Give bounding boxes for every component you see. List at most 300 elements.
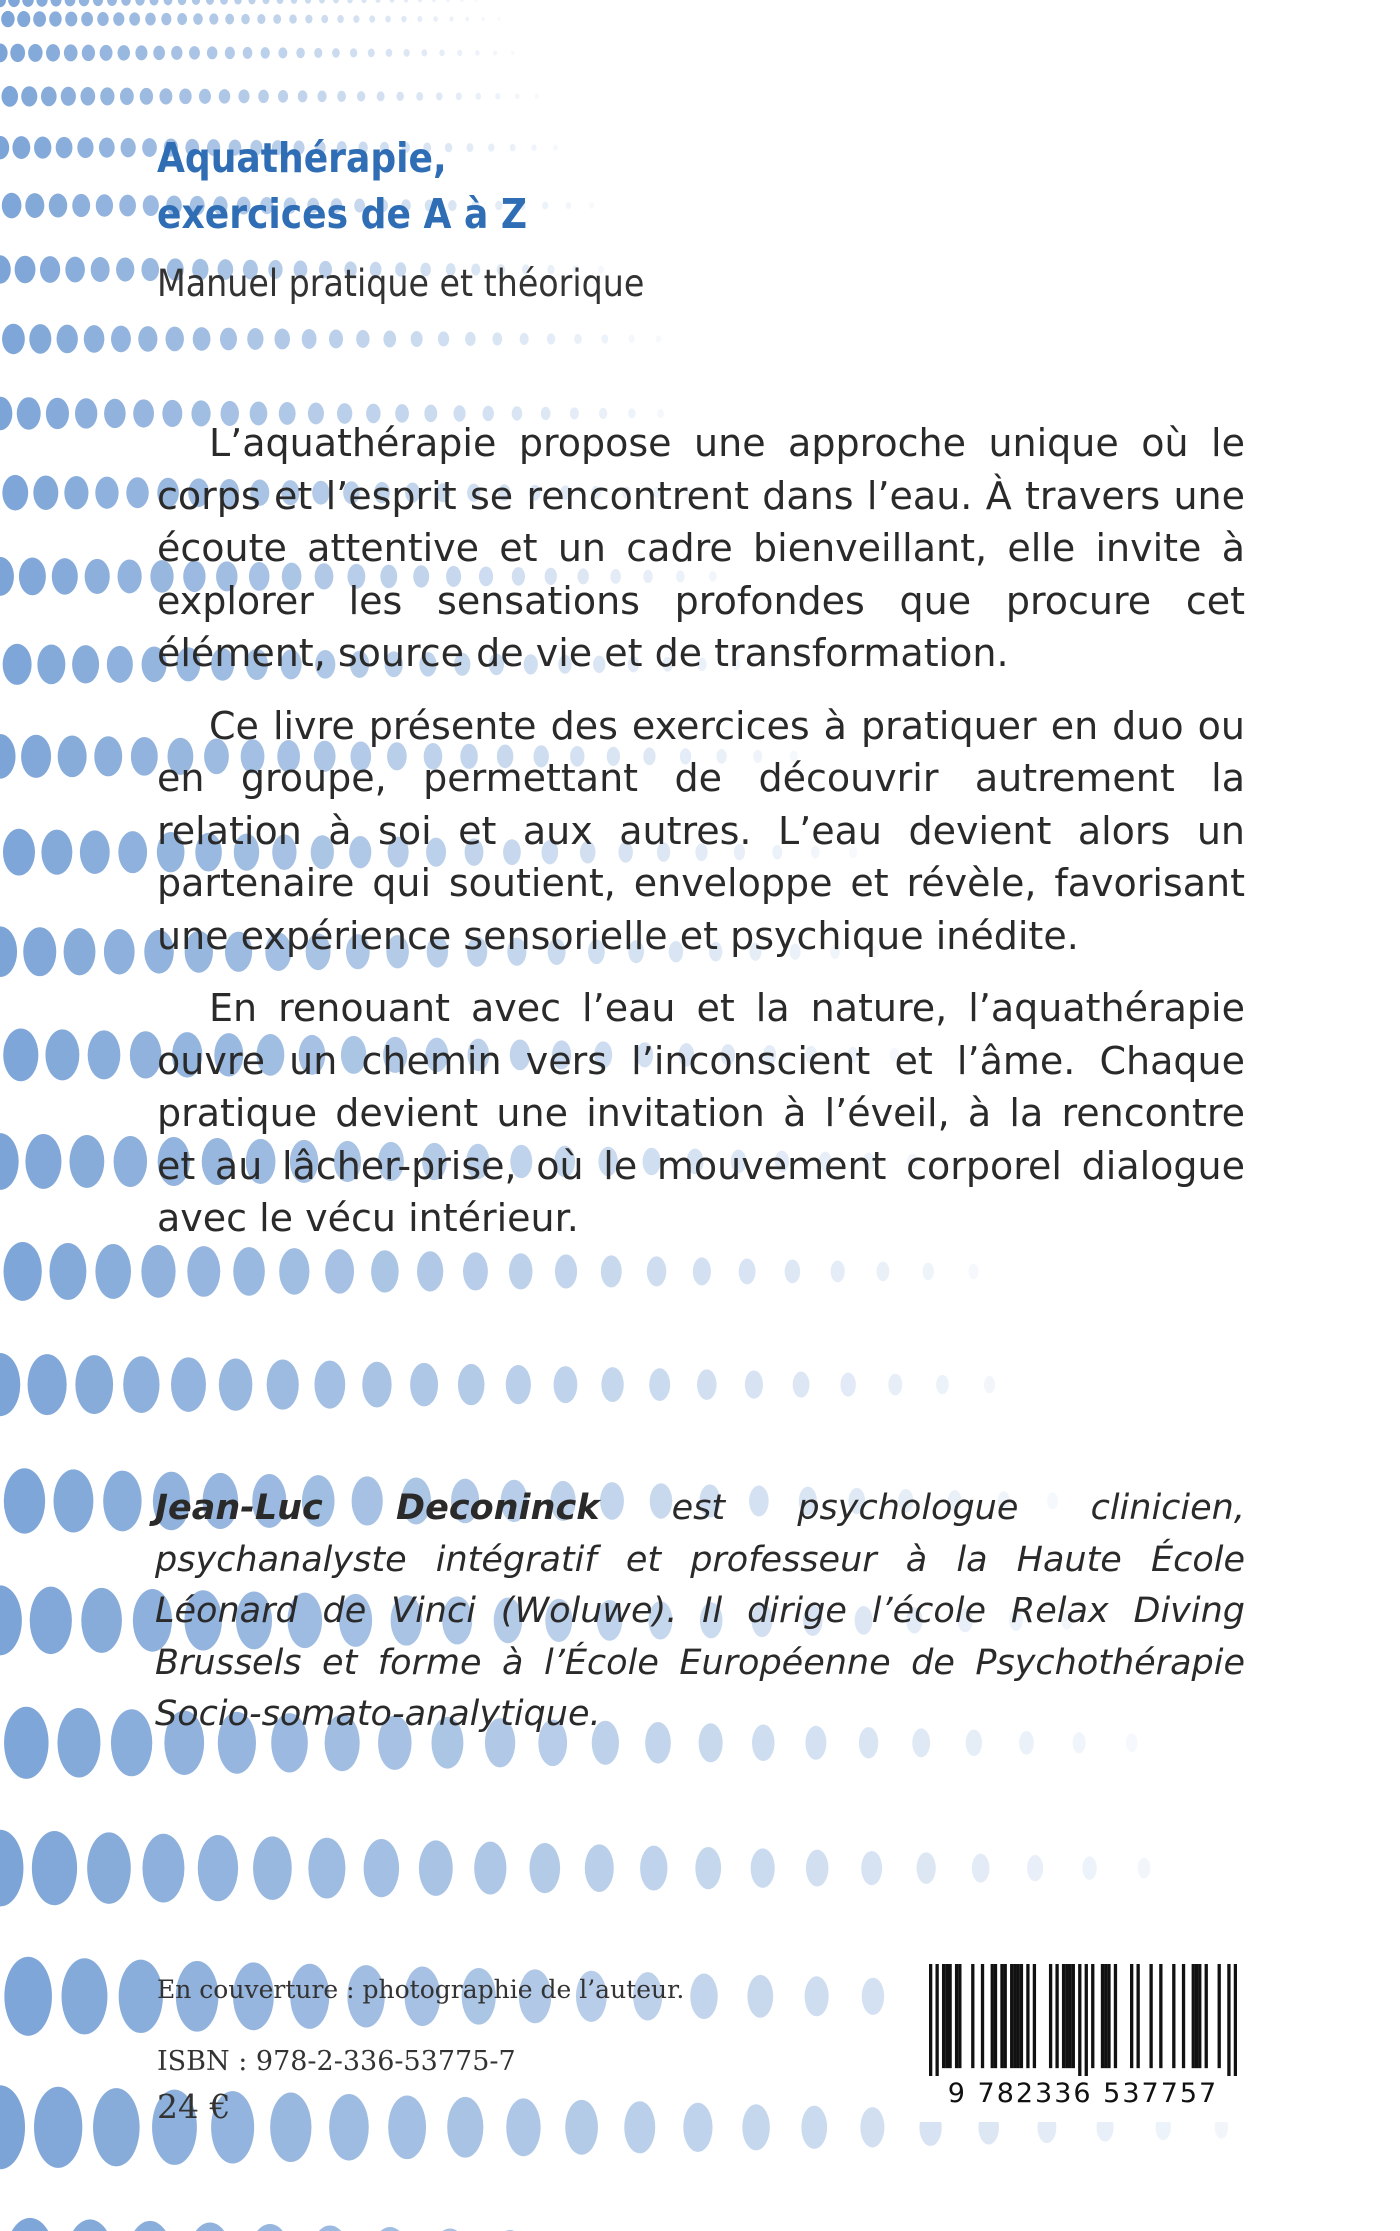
background-dot	[22, 0, 34, 7]
background-dot	[120, 88, 134, 105]
background-dot	[649, 1368, 670, 1401]
background-dot	[46, 44, 60, 61]
isbn: ISBN : 978-2-336-53775-7	[157, 2046, 516, 2077]
background-dot	[178, 0, 187, 5]
barcode-bar	[1013, 1964, 1016, 2068]
background-dot	[2, 193, 22, 219]
background-dot	[319, 0, 325, 4]
background-dot	[64, 928, 96, 975]
background-dot	[742, 2104, 769, 2150]
background-dot	[321, 15, 328, 23]
background-dot	[449, 16, 453, 21]
barcode-bar	[1227, 1964, 1230, 2076]
barcode-bar	[1234, 1964, 1237, 2076]
background-dot	[629, 335, 635, 343]
background-dot	[33, 475, 58, 510]
barcode-bar	[994, 1964, 997, 2068]
background-dot	[17, 397, 41, 430]
background-dot	[114, 1136, 148, 1187]
background-dot	[350, 48, 357, 57]
background-dot	[133, 399, 154, 427]
background-dot	[77, 137, 93, 158]
background-dot	[305, 15, 312, 24]
background-dot	[5, 2218, 56, 2231]
background-dot	[164, 0, 173, 5]
background-dot	[357, 91, 365, 102]
author-bio	[155, 1483, 1245, 1741]
background-dot	[234, 0, 242, 5]
background-dot	[492, 332, 502, 345]
background-dot	[495, 93, 500, 99]
background-dot	[159, 88, 172, 104]
background-dot	[745, 1370, 763, 1398]
blurb-paragraph-3: En renouant avec l’eau et la nature, l’aquathérapie ouvre un chemin vers l’inconscient et l’âme. Chaque pratique devient une invitation à l’éveil, à la rencontre et au lâcher-prise, où le mouvement corporel dialogue avec le vécu intérieur.	[157, 986, 1245, 1240]
background-dot	[51, 0, 62, 7]
background-dot	[219, 89, 231, 104]
background-dot	[135, 0, 144, 6]
background-dot	[4, 1242, 42, 1301]
barcode-bar	[1020, 1964, 1023, 2068]
background-dot	[302, 329, 317, 349]
barcode-bar	[1010, 1964, 1013, 2068]
background-dot	[119, 195, 136, 217]
background-dot	[566, 202, 572, 209]
background-dot	[447, 2097, 483, 2158]
background-dot	[1138, 1858, 1151, 1879]
background-dot	[198, 1835, 238, 1901]
barcode-bar	[1104, 1964, 1107, 2068]
background-dot	[192, 0, 200, 5]
background-dot	[248, 0, 255, 4]
background-dot	[984, 1376, 995, 1393]
background-dot	[94, 736, 122, 776]
background-dot	[446, 0, 450, 2]
background-dot	[972, 1854, 990, 1883]
background-dot	[511, 50, 515, 55]
background-dot	[142, 1834, 184, 1903]
background-dot	[57, 325, 78, 354]
background-dot	[697, 1369, 717, 1399]
background-dot	[0, 1585, 22, 1655]
background-dot	[3, 829, 35, 876]
background-dot	[305, 0, 311, 4]
background-dot	[4, 1468, 45, 1533]
background-dot	[333, 0, 339, 3]
background-dot	[411, 331, 423, 347]
background-dot	[193, 327, 211, 351]
background-dot	[314, 48, 322, 58]
background-dot	[465, 17, 469, 22]
background-dot	[388, 2095, 426, 2159]
background-dot	[917, 1852, 936, 1884]
background-dot	[17, 11, 30, 27]
background-dot	[3, 1029, 38, 1082]
background-dot	[296, 48, 305, 59]
background-dot	[401, 16, 406, 22]
background-dot	[72, 645, 99, 683]
background-dot	[291, 0, 298, 4]
barcode-bar	[1195, 1964, 1198, 2068]
background-dot	[49, 1243, 86, 1300]
background-dot	[520, 333, 529, 345]
background-dot	[0, 734, 16, 779]
background-dot	[0, 43, 8, 62]
background-dot	[475, 50, 480, 56]
background-dot	[356, 330, 369, 348]
background-dot	[968, 1264, 978, 1280]
background-dot	[142, 138, 157, 157]
background-dot	[690, 1974, 717, 2020]
background-dot	[861, 1851, 882, 1885]
background-dot	[547, 333, 555, 344]
background-dot	[53, 1469, 93, 1532]
background-dot	[65, 257, 85, 283]
background-dot	[91, 257, 110, 282]
background-dot	[88, 1030, 121, 1079]
background-dot	[257, 14, 265, 24]
background-dot	[33, 11, 46, 27]
background-dot	[353, 15, 359, 23]
background-dot	[554, 1366, 578, 1403]
background-dot	[695, 1847, 721, 1889]
background-dot	[840, 1373, 855, 1397]
background-dot	[277, 0, 284, 4]
background-dot	[126, 2221, 173, 2231]
background-dot	[97, 12, 108, 26]
background-dot	[3, 644, 32, 685]
background-dot	[457, 50, 462, 56]
background-dot	[21, 735, 51, 778]
background-dot	[2, 475, 28, 511]
background-dot	[439, 50, 444, 57]
background-dot	[220, 0, 228, 5]
background-dot	[149, 0, 158, 5]
author-bio-text: est psychologue clinicien, psychanalyste intégratif et professeur à la Haute École Léonard de Vinci (Woluwe). Il dirige l’école Relax Diving Brussels et forme à l’École Européenne de Psychothérapie Socio-somato-analytique.	[155, 1488, 1245, 1734]
background-dot	[25, 1134, 61, 1189]
background-dot	[64, 44, 78, 61]
barcode-bars	[929, 1964, 1237, 2076]
background-dot	[113, 12, 124, 26]
background-dot	[274, 329, 290, 350]
background-dot	[177, 13, 187, 25]
price: 24 €	[157, 2087, 231, 2126]
barcode-digits: 9 782336 537757	[947, 2078, 1219, 2109]
background-dot	[121, 0, 131, 6]
background-dot	[317, 91, 326, 103]
background-dot	[337, 91, 346, 102]
background-dot	[410, 1363, 438, 1407]
background-dot	[64, 476, 88, 509]
background-dot	[474, 0, 477, 2]
background-dot	[0, 1133, 19, 1190]
background-dot	[41, 830, 72, 875]
background-dot	[49, 11, 61, 26]
background-dot	[860, 2107, 884, 2147]
background-dot	[529, 1843, 560, 1893]
background-dot	[207, 46, 218, 59]
author-name: Jean-Luc Deconinck	[155, 1488, 600, 1528]
background-dot	[535, 94, 539, 99]
background-dot	[58, 735, 87, 777]
background-dot	[52, 558, 78, 594]
background-dot	[41, 86, 57, 106]
background-dot	[308, 1838, 345, 1899]
background-dot	[1082, 1856, 1096, 1880]
barcode	[919, 1958, 1247, 2122]
background-dot	[262, 0, 269, 4]
background-dot	[66, 2219, 115, 2231]
background-dot	[261, 47, 270, 59]
barcode-bar	[1004, 1964, 1007, 2068]
background-dot	[506, 1365, 531, 1404]
background-dot	[62, 1958, 108, 2034]
background-dot	[601, 1367, 623, 1402]
barcode-bar	[1049, 1964, 1052, 2068]
background-dot	[104, 929, 135, 974]
background-dot	[117, 559, 141, 593]
barcode-bar	[958, 1964, 961, 2068]
book-subtitle: Manuel pratique et théorique	[157, 262, 645, 305]
background-dot	[161, 13, 171, 25]
background-dot	[129, 12, 140, 25]
background-dot	[4, 1707, 48, 1779]
background-dot	[624, 2101, 655, 2153]
background-dot	[474, 1842, 506, 1895]
background-dot	[65, 12, 77, 27]
background-dot	[267, 1360, 299, 1410]
background-dot	[877, 1262, 890, 1282]
background-dot	[72, 194, 90, 217]
background-dot	[258, 90, 269, 103]
background-dot	[243, 47, 253, 59]
barcode-bar	[935, 1964, 938, 2076]
photo-credit: En couverture : photographie de l’auteur.	[157, 1975, 685, 2004]
blurb-paragraph-2: Ce livre présente des exercices à pratiquer en duo ou en groupe, permettant de découvrir autrement la relation à soi et aux autres. L’eau devient alors un partenaire qui soutient, enveloppe et révèle, favorisant une expérience sensorielle et psychique inédite.	[157, 703, 1245, 958]
background-dot	[206, 0, 214, 5]
background-dot	[376, 0, 381, 3]
background-dot	[805, 1976, 829, 2016]
background-dot	[135, 45, 147, 60]
barcode-bar	[942, 1964, 945, 2068]
background-dot	[751, 1848, 775, 1888]
background-dot	[30, 1587, 72, 1654]
background-dot	[79, 0, 89, 6]
background-dot	[61, 87, 76, 106]
barcode-bar	[991, 1964, 994, 2068]
background-dot	[421, 49, 427, 56]
background-dot	[199, 89, 211, 104]
background-dot	[96, 194, 113, 216]
background-dot	[45, 1029, 79, 1080]
book-title-line-2: exercices de A à Z	[157, 190, 528, 238]
barcode-bar	[1017, 1964, 1020, 2068]
background-dot	[8, 0, 20, 7]
background-dot	[417, 16, 422, 22]
background-dot	[0, 926, 17, 977]
background-dot	[531, 144, 536, 151]
background-dot	[107, 0, 117, 6]
background-dot	[273, 14, 281, 24]
background-dot	[10, 44, 25, 62]
background-dot	[438, 331, 449, 346]
background-dot	[601, 334, 608, 343]
background-dot	[404, 0, 408, 3]
barcode-bar	[1136, 1964, 1139, 2068]
background-dot	[386, 49, 393, 57]
background-dot	[140, 88, 153, 105]
background-dot	[21, 86, 37, 106]
background-dot	[493, 50, 497, 55]
background-dot	[23, 927, 56, 976]
background-dot	[80, 87, 95, 106]
background-dot	[32, 1831, 77, 1905]
background-dot	[56, 137, 73, 159]
barcode-bar	[1055, 1964, 1058, 2068]
barcode-bar	[1062, 1964, 1065, 2068]
background-dot	[0, 1830, 23, 1907]
background-dot	[368, 49, 375, 58]
background-dot	[40, 256, 60, 283]
barcode-bar	[945, 1964, 948, 2068]
background-dot	[0, 136, 9, 160]
background-dot	[460, 0, 463, 2]
background-dot	[187, 2222, 232, 2231]
background-dot	[416, 92, 423, 101]
background-dot	[640, 1846, 667, 1891]
background-dot	[404, 49, 410, 57]
background-dot	[126, 477, 148, 508]
background-dot	[515, 93, 520, 99]
background-dot	[923, 1263, 934, 1281]
background-dot	[95, 477, 118, 509]
barcode-bar	[1107, 1964, 1110, 2068]
background-dot	[34, 2087, 82, 2168]
background-dot	[58, 1708, 101, 1778]
background-dot	[309, 2225, 351, 2231]
background-dot	[433, 16, 438, 22]
background-dot	[456, 93, 462, 101]
background-dot	[103, 1471, 141, 1532]
background-dot	[225, 47, 235, 60]
barcode-bar	[1072, 1964, 1075, 2068]
background-dot	[29, 324, 51, 354]
background-dot	[28, 44, 42, 62]
book-title	[157, 130, 527, 242]
background-dot	[12, 136, 30, 159]
background-dot	[936, 1375, 949, 1395]
background-dot	[28, 1354, 67, 1415]
background-dot	[34, 136, 51, 158]
background-dot	[225, 14, 234, 25]
barcode-bar	[1033, 1964, 1036, 2068]
background-dot	[329, 2094, 369, 2161]
background-dot	[289, 14, 297, 23]
background-dot	[298, 90, 308, 102]
background-dot	[364, 1839, 399, 1897]
barcode-bar	[1198, 1964, 1201, 2068]
background-dot	[84, 325, 105, 353]
background-dot	[1, 86, 18, 107]
background-dot	[329, 329, 343, 348]
background-dot	[0, 1353, 20, 1416]
background-dot	[432, 0, 436, 2]
background-dot	[396, 92, 403, 101]
background-dot	[656, 335, 662, 343]
background-dot	[574, 334, 582, 344]
background-dot	[888, 1374, 902, 1396]
background-dot	[383, 330, 396, 347]
background-dot	[138, 326, 157, 352]
background-dot	[241, 14, 250, 24]
background-dot	[116, 257, 134, 281]
background-dot	[75, 1355, 113, 1414]
background-dot	[75, 398, 97, 428]
background-dot	[111, 326, 131, 353]
background-dot	[87, 1832, 131, 1904]
background-dot	[565, 2100, 598, 2155]
barcode-bar	[1172, 1964, 1175, 2068]
background-dot	[209, 13, 218, 24]
background-dot	[806, 1850, 828, 1887]
background-dot	[82, 45, 95, 61]
background-dot	[436, 92, 443, 100]
barcode-bar	[1000, 1964, 1003, 2068]
background-dot	[85, 559, 110, 594]
background-dot	[36, 0, 47, 7]
background-dot	[46, 398, 69, 429]
background-dot	[131, 737, 158, 776]
book-title-line-1: Aquathérapie,	[157, 134, 447, 182]
background-dot	[458, 1364, 485, 1405]
background-dot	[253, 1836, 292, 1900]
background-dot	[220, 328, 237, 351]
barcode-bar	[1091, 1964, 1094, 2068]
background-dot	[862, 1978, 884, 2015]
barcode-bar	[1130, 1964, 1133, 2068]
background-dot	[179, 88, 191, 104]
barcode-bar	[1205, 1964, 1208, 2068]
background-dot	[37, 644, 65, 684]
background-dot	[1, 11, 14, 27]
background-dot	[419, 1840, 453, 1896]
barcode-bar	[929, 1964, 932, 2076]
background-dot	[0, 0, 6, 7]
background-dot	[104, 399, 126, 428]
barcode-bar	[1182, 1964, 1185, 2068]
background-dot	[1027, 1855, 1043, 1881]
background-dot	[69, 1135, 104, 1188]
background-dot	[801, 2106, 827, 2149]
background-dot	[99, 138, 115, 158]
background-dot	[248, 2224, 292, 2231]
background-dot	[278, 47, 287, 58]
background-dot	[189, 46, 200, 60]
barcode-bar	[971, 1964, 974, 2068]
background-dot	[542, 202, 548, 210]
background-dot	[362, 1362, 391, 1408]
barcode-bar	[1101, 1964, 1104, 2068]
barcode-bar	[981, 1964, 984, 2068]
background-dot	[332, 48, 340, 58]
background-dot	[347, 0, 352, 3]
background-dot	[589, 202, 594, 208]
background-dot	[153, 46, 165, 60]
background-dot	[497, 17, 500, 21]
background-dot	[193, 13, 203, 25]
background-dot	[19, 558, 46, 596]
blurb	[157, 417, 1245, 1265]
barcode-bar	[1114, 1964, 1117, 2068]
